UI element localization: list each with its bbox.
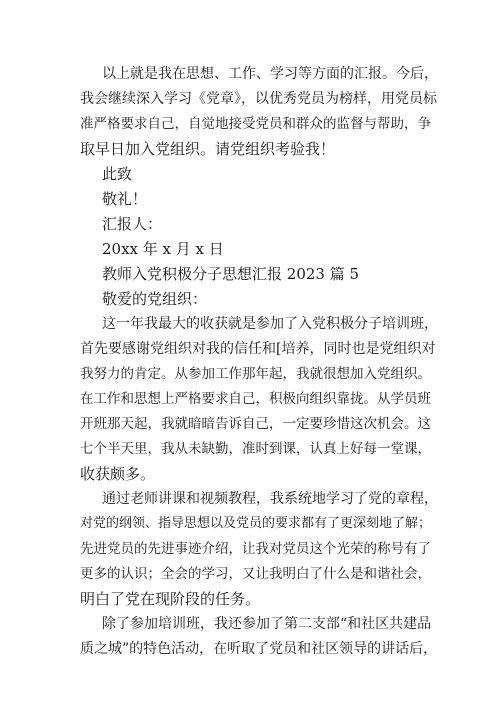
paragraph-line: 先进党员的先进事迹介绍，让我对党员这个光荣的称号有了 [80, 541, 431, 557]
salutation-line: 敬礼！ [102, 190, 148, 208]
paragraph-line: 以上就是我在思想、工作、学习等方面的汇报。今后， [102, 66, 438, 82]
paragraph-line: 对党的纲领、指导思想以及党员的要求都有了更深刻地了解； [80, 516, 432, 531]
reporter-label: 汇报人： [102, 215, 163, 233]
paragraph-line: 质之城”的特色活动，在听取了党员和社区领导的讲话后， [80, 641, 438, 657]
paragraph-line: 我会继续深入学习《党章》，以优秀党员为榜样，用党员标 [80, 91, 437, 107]
paragraph-line: 开班那天起，我就暗暗告诉自己，一定要珍惜这次机会。这 [80, 416, 431, 432]
paragraph-line: 七个半天里，我从未缺勤，准时到课，认真上好每一堂课， [80, 441, 431, 457]
paragraph-line: 收获颇多。 [80, 465, 156, 483]
closing-line: 此致 [102, 165, 133, 183]
paragraph-line: 这一年我最大的收获就是参加了入党积极分子培训班， [102, 316, 438, 332]
paragraph-line: 通过老师讲课和视频教程，我系统地学习了党的章程， [102, 491, 438, 507]
paragraph-line: 首先要感谢党组织对我的信任和[培养，同时也是党组织对 [80, 341, 436, 357]
paragraph-line: 准严格要求自己，自觉地接受党员和群众的监督与帮助，争 [80, 116, 431, 132]
section-title: 教师入党积极分子思想汇报 2023 篇 5 [102, 265, 360, 283]
paragraph-line: 明白了党在现阶段的任务。 [80, 590, 261, 608]
paragraph-line: 更多的认识；全会的学习，又让我明白了什么是和谐社会， [80, 566, 431, 582]
paragraph-line: 我努力的肯定。从参加工作那年起，我就很想加入党组织。 [80, 366, 431, 382]
greeting-line: 敬爱的党组织： [102, 290, 208, 308]
paragraph-line: 取早日加入党组织。请党组织考验我！ [80, 140, 336, 158]
paragraph-line: 除了参加培训班，我还参加了第二支部“和社区共建品 [102, 616, 432, 632]
date-line: 20xx 年 x 月 x 日 [102, 240, 224, 258]
paragraph-line: 在工作和思想上严格要求自己，积极向组织靠拢。从学员班 [80, 391, 431, 407]
